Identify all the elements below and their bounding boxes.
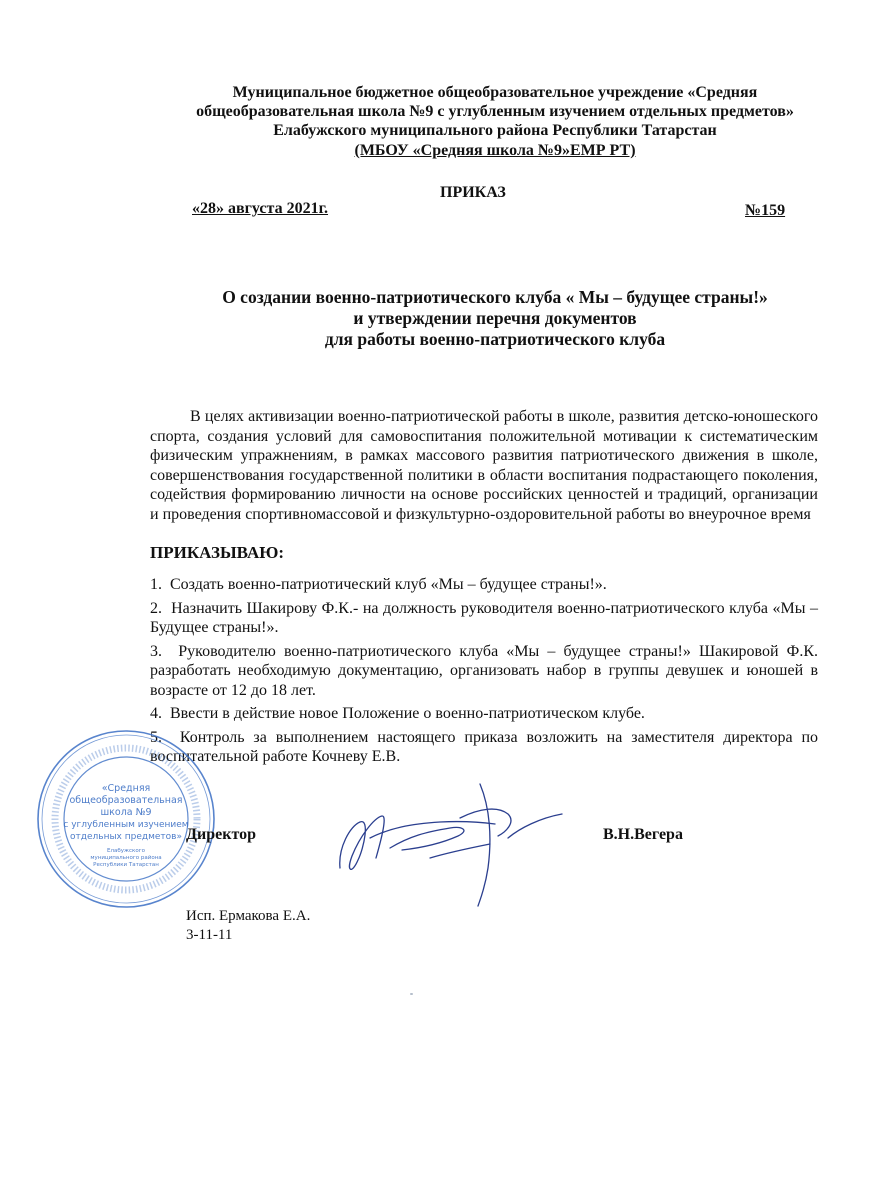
preamble-paragraph: В целях активизации военно-патриотической работы в школе, развития детско-юношеского спорта, создания условий для самовоспитания положительной мотивации к систематическим физическим упражнениям, в рамках массового развития патриотического движения в школе, совершенствования государственной политики в области воспитания подрастающего поколения, содействия формированию личности на основе российских ценностей и традиций, организации и проведения спортивномассовой и физкультурно-оздоровительной работы во внеурочное время — [150, 408, 818, 523]
stamp-center-line: отдельных предметов» — [70, 832, 182, 842]
subject-line-1: О создании военно-патриотического клуба « Мы – будущее страны!» — [222, 287, 768, 307]
scan-speck — [410, 993, 413, 995]
stamp-small-line: Елабужского — [107, 848, 145, 854]
org-line-2: общеобразовательная школа №9 с углубленным изучением отдельных предметов» — [196, 103, 794, 120]
stamp-rings — [38, 731, 214, 907]
order-item: 5. Контроль за выполнением настоящего приказа возложить на заместителя директора по воспитательной работе Кочневу Е.В. — [150, 728, 819, 765]
subject-line-2: и утверждении перечня документов — [353, 308, 637, 328]
executor-block — [186, 907, 310, 945]
stamp-center-line: с углубленным изучением — [63, 820, 189, 830]
stamp-small-line: муниципального района — [90, 855, 162, 861]
stamp-center-line: общеобразовательная — [69, 795, 183, 806]
order-item: 3. Руководителю военно-патриотического клуба «Мы – будущее страны!» Шакировой Ф.К. разработать необходимую документацию, организовать набор в группы девушек и юношей в возрасте от 12 до 18 лет. — [150, 642, 818, 699]
orders-heading: ПРИКАЗЫВАЮ: — [150, 543, 285, 562]
order-number: №159 — [745, 202, 786, 219]
org-line-1: Муниципальное бюджетное общеобразовательное учреждение «Средняя — [232, 84, 758, 101]
subject-line-3: для работы военно-патриотического клуба — [324, 329, 666, 349]
signatory-name: В.Н.Вегера — [603, 826, 683, 843]
stamp-center-line: «Средняя — [101, 783, 151, 794]
order-items-list — [150, 575, 818, 771]
stamp-small-line: Республики Татарстан — [93, 862, 159, 868]
org-line-3: Елабужского муниципального района Республики Татарстан — [273, 122, 717, 139]
order-title: ПРИКАЗ — [440, 184, 506, 201]
stamp-center-line: школа №9 — [100, 807, 152, 818]
order-item: 1. Создать военно-патриотический клуб «Мы – будущее страны!». — [150, 576, 607, 593]
org-short-name: (МБОУ «Средняя школа №9»ЕМР РТ) — [354, 142, 636, 159]
executor-phone: 3-11-11 — [186, 927, 233, 943]
order-item: 2. Назначить Шакирову Ф.К.- на должность руководителя военно-патриотического клуба «Мы – Будущее страны!». — [150, 599, 819, 636]
order-date: «28» августа 2021г. — [192, 200, 329, 217]
executor-name: Исп. Ермакова Е.А. — [186, 908, 311, 924]
order-item: 4. Ввести в действие новое Положение о военно-патриотическом клубе. — [150, 705, 645, 722]
director-signature — [330, 778, 570, 908]
order-subject — [150, 287, 840, 350]
school-stamp — [35, 728, 217, 910]
organization-header — [150, 83, 840, 160]
signatory-role: Директор — [186, 826, 256, 843]
